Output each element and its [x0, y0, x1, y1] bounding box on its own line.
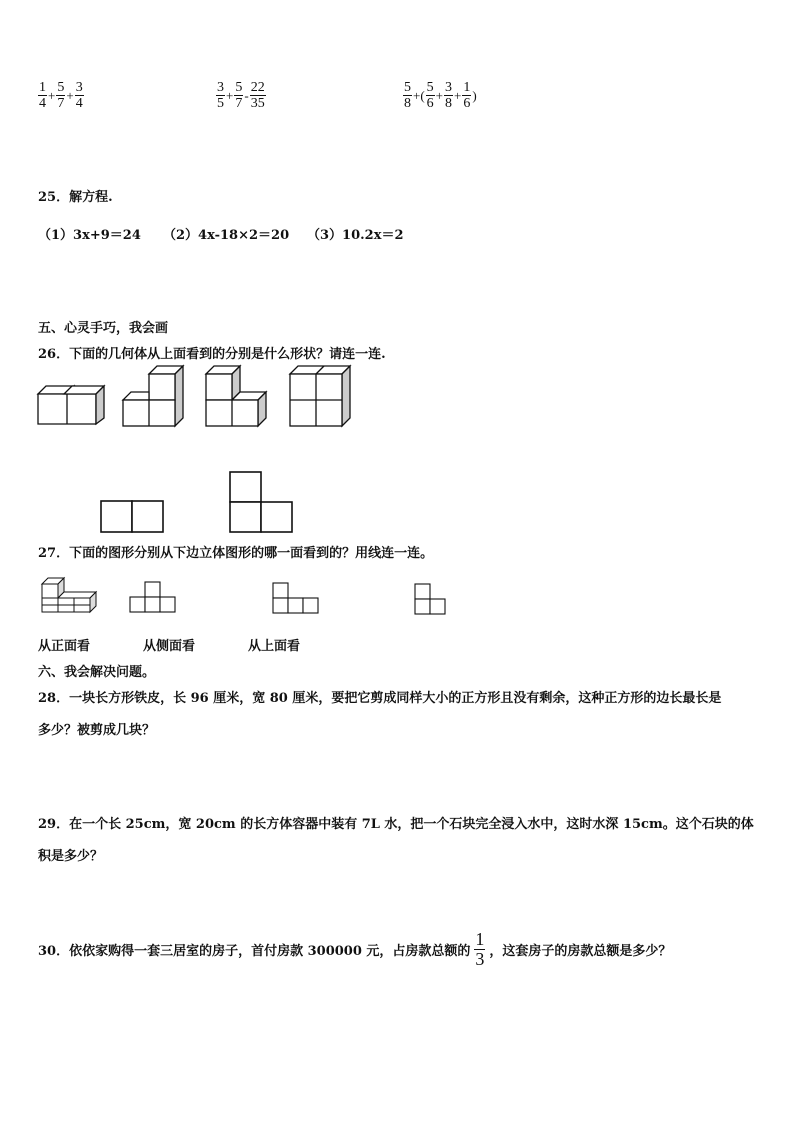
- q26-title: 26．下面的几何体从上面看到的分别是什么形状？请连一连.: [38, 347, 386, 362]
- operator: -: [244, 87, 249, 103]
- numerator: 5: [426, 80, 434, 95]
- fraction: [403, 80, 412, 111]
- q30-text-after: ，这套房子的房款总额是多少？: [489, 944, 672, 959]
- denominator: 4: [75, 96, 83, 111]
- q30-fraction: [474, 930, 485, 969]
- q27-label-front: 从正面看: [38, 639, 91, 654]
- q27-view-2: [272, 582, 320, 618]
- fraction: [234, 80, 243, 111]
- numerator: 3: [445, 80, 453, 95]
- denominator: 35: [250, 96, 265, 111]
- numerator: 1: [463, 80, 471, 95]
- fraction: [444, 80, 453, 111]
- operator: ): [472, 87, 477, 103]
- q30-numerator: 1: [475, 929, 485, 949]
- q30-text-before: 30．依依家购得一套三居室的房子，首付房款 300000 元，占房款总额的: [38, 944, 471, 959]
- q25-part-1: （1）3x+9＝24: [38, 228, 141, 243]
- q27-view-1: [129, 581, 177, 617]
- denominator: 4: [39, 96, 46, 111]
- denominator: 8: [404, 96, 411, 111]
- denominator: 8: [445, 96, 453, 111]
- q26-solid-4: [288, 366, 358, 438]
- numerator: 1: [39, 80, 46, 95]
- operator: +: [48, 87, 56, 103]
- fraction: [56, 80, 65, 111]
- numerator: 3: [75, 80, 83, 95]
- q26-solid-2: [121, 366, 191, 438]
- q26-view-1: [100, 500, 166, 534]
- fraction: [462, 80, 471, 111]
- numerator: 5: [235, 80, 243, 95]
- denominator: 6: [426, 96, 434, 111]
- q25-part-2: （2）4x-18×2＝20: [163, 228, 290, 243]
- numerator: 22: [250, 80, 265, 95]
- q29-line-1: 29．在一个长 25cm，宽 20cm 的长方体容器中装有 7L 水，把一个石块完全浸入水中，这时水深 15cm。这个石块的体: [38, 817, 754, 832]
- denominator: 7: [235, 96, 243, 111]
- fraction: [250, 80, 266, 111]
- expression-1: [37, 80, 85, 111]
- numerator: 5: [57, 80, 65, 95]
- q27-title: 27．下面的图形分别从下边立体图形的哪一面看到的？用线连一连。: [38, 546, 434, 561]
- q26-view-2: [229, 471, 295, 535]
- q26-solid-1: [36, 380, 106, 440]
- q26-solid-3: [204, 366, 274, 438]
- fraction: [75, 80, 84, 111]
- numerator: 3: [217, 80, 224, 95]
- q25-title: 25．解方程.: [38, 190, 113, 205]
- section-6-title: 六、我会解决问题。: [38, 665, 156, 680]
- q28-line-1: 28．一块长方形铁皮，长 96 厘米，宽 80 厘米，要把它剪成同样大小的正方形且没有剩余，这种正方形的边长最长是: [38, 691, 722, 706]
- fraction: [38, 80, 47, 111]
- operator: +(: [413, 87, 425, 103]
- operator: +: [454, 87, 462, 103]
- section-5-title: 五、心灵手巧，我会画: [38, 321, 169, 336]
- q28-line-2: 多少？被剪成几块？: [38, 723, 156, 738]
- q30-line: [38, 930, 671, 969]
- q27-label-top: 从上面看: [248, 639, 301, 654]
- q27-label-side: 从侧面看: [143, 639, 196, 654]
- q27-view-3: [414, 583, 448, 619]
- operator: +: [226, 87, 234, 103]
- q29-line-2: 积是多少？: [38, 849, 104, 864]
- fraction: [426, 80, 435, 111]
- fraction: [216, 80, 225, 111]
- expression-2: [215, 80, 267, 111]
- denominator: 7: [57, 96, 65, 111]
- q30-denominator: 3: [475, 949, 485, 969]
- numerator: 5: [404, 80, 411, 95]
- q27-solid: [38, 576, 102, 620]
- operator: +: [435, 87, 444, 103]
- expression-3: [402, 80, 477, 111]
- q25-part-3: （3）10.2x＝2: [307, 228, 404, 243]
- denominator: 5: [217, 96, 224, 111]
- denominator: 6: [463, 96, 471, 111]
- operator: +: [66, 87, 74, 103]
